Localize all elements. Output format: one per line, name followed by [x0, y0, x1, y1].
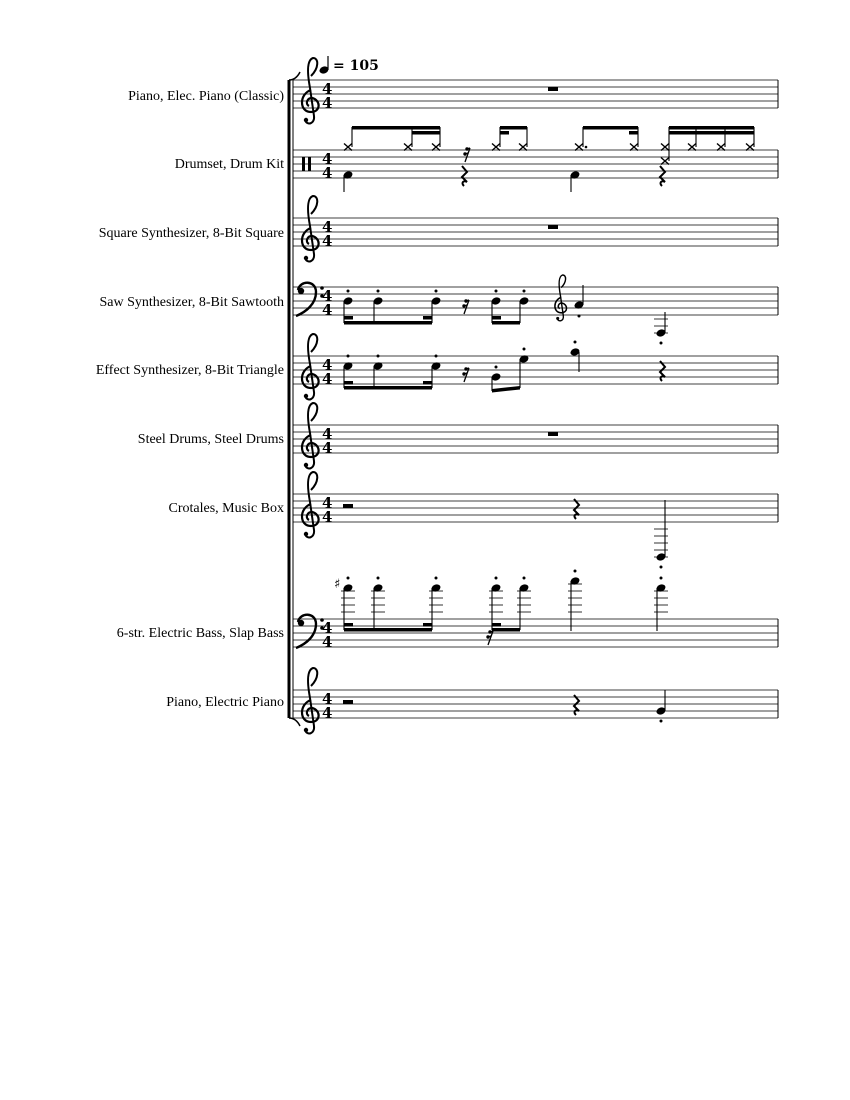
staff-electric-piano	[166, 668, 778, 733]
sharp-icon: ♯	[334, 577, 341, 592]
time-sig-bottom: 4	[322, 633, 333, 651]
treble-clef	[302, 472, 319, 537]
time-sig-bottom: 4	[322, 439, 333, 457]
ledger-lines	[341, 584, 668, 612]
half-rest	[343, 504, 353, 508]
staff-effect-synth	[96, 334, 778, 399]
hi-hat-notes	[344, 144, 754, 165]
staff-label: Piano, Electric Piano	[166, 695, 284, 710]
staff-lines	[293, 494, 778, 522]
note-figure	[334, 570, 666, 646]
time-sig-top: 4	[322, 356, 333, 374]
time-sig-bottom: 4	[322, 301, 333, 319]
staff-lines	[293, 425, 778, 453]
staff-label: Square Synthesizer, 8-Bit Square	[98, 226, 284, 241]
staff-lines	[293, 287, 778, 315]
staff-label: Effect Synthesizer, 8-Bit Triangle	[95, 363, 284, 378]
time-sig-bottom: 4	[322, 164, 333, 182]
time-sig-top: 4	[322, 690, 333, 708]
staff-label: Saw Synthesizer, 8-Bit Sawtooth	[99, 295, 284, 310]
half-rest	[343, 700, 353, 704]
time-sig-top: 4	[322, 619, 333, 637]
quarter-rest	[574, 499, 579, 519]
treble-clef	[302, 668, 319, 733]
staff-lines	[293, 150, 778, 178]
whole-rest	[548, 432, 558, 436]
time-sig-bottom: 4	[322, 94, 333, 112]
note-figure	[343, 290, 530, 325]
staff-lines	[293, 619, 778, 647]
staff-lines	[293, 690, 778, 718]
staff-label: Drumset, Drum Kit	[174, 157, 284, 172]
staff-drumset	[175, 126, 778, 192]
whole-rest	[548, 87, 558, 91]
time-sig-bottom: 4	[322, 704, 333, 722]
system-bracket	[289, 72, 300, 726]
staff-label: Steel Drums, Steel Drums	[137, 432, 284, 447]
time-sig-bottom: 4	[322, 508, 333, 526]
staff-saw-synth	[99, 275, 778, 345]
tempo-text: = 105	[333, 58, 379, 74]
bass-clef	[296, 615, 324, 648]
hi-hat-stems-beams	[352, 126, 754, 161]
time-sig-top: 4	[322, 425, 333, 443]
time-sig-top: 4	[322, 218, 333, 236]
bass-clef	[296, 283, 324, 316]
clef-change-treble	[555, 275, 567, 321]
time-sig-top: 4	[322, 80, 333, 98]
staff-label: Piano, Elec. Piano (Classic)	[128, 89, 284, 104]
note-figure	[343, 341, 665, 393]
quarter-note-icon	[319, 56, 330, 75]
staff-piano-elec-classic	[128, 58, 778, 123]
treble-clef	[302, 58, 319, 123]
quarter-rest	[574, 695, 579, 715]
low-note-ledger	[654, 529, 668, 557]
time-sig-top: 4	[322, 287, 333, 305]
treble-clef	[302, 334, 319, 399]
treble-clef	[302, 196, 319, 261]
staff-lines	[293, 218, 778, 246]
staff-lines	[293, 356, 778, 384]
time-sig-top: 4	[322, 150, 333, 168]
staff-slap-bass	[117, 570, 778, 652]
staff-lines	[293, 80, 778, 108]
staff-crotales	[169, 472, 779, 569]
tempo-marking	[319, 56, 379, 75]
staff-steel-drums	[138, 403, 778, 468]
staff-label: 6-str. Electric Bass, Slap Bass	[116, 626, 284, 641]
whole-rest	[548, 225, 558, 229]
staff-label: Crotales, Music Box	[168, 501, 284, 516]
staff-square-synth	[99, 196, 778, 261]
time-sig-bottom: 4	[322, 370, 333, 388]
drum-lower-voice	[343, 166, 665, 192]
time-sig-top: 4	[322, 494, 333, 512]
treble-clef	[302, 403, 319, 468]
time-sig-bottom: 4	[322, 232, 333, 250]
